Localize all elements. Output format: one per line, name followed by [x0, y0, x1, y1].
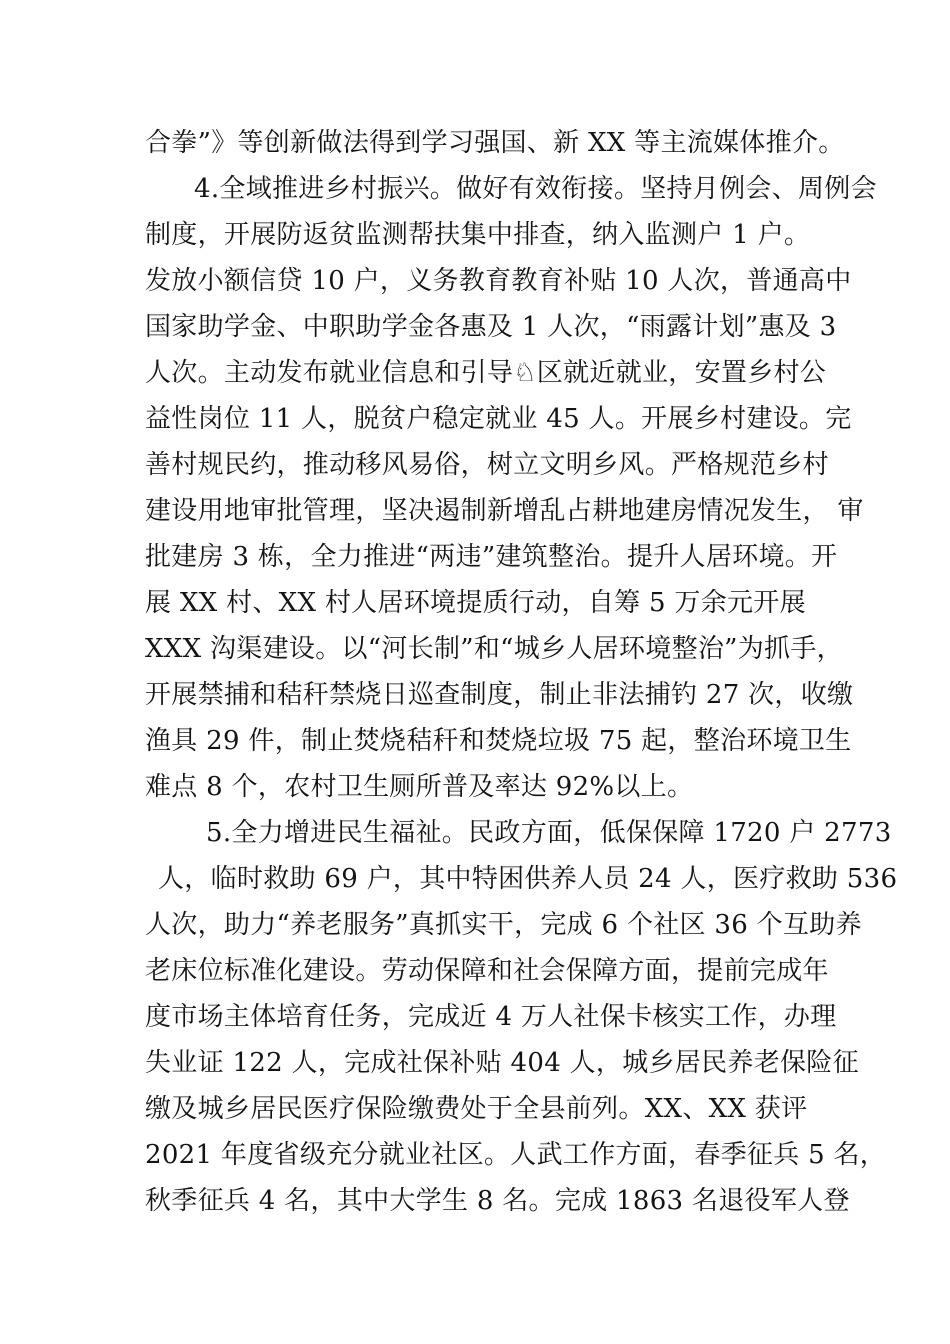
text-line: 善村规民约，推动移风易俗，树立文明乡风。严格规范乡村: [145, 450, 829, 480]
text-line: 人，临时救助 69 户，其中特困供养人员 24 人，医疗救助 536: [158, 864, 898, 894]
text-line: 人次。主动发布就业信息和引导♘区就近就业，安置乡村公: [145, 358, 827, 388]
paragraph-5-heading-line: 5.全力增进民生福祉。民政方面，低保保障 1720 户 2773: [206, 818, 892, 848]
text-line: 发放小额信贷 10 户，义务教育教育补贴 10 人次，普通高中: [145, 266, 852, 296]
text-line: 合拳”》等创新做法得到学习强国、新 XX 等主流媒体推介。: [145, 128, 845, 158]
text-line: 缴及城乡居民医疗保险缴费处于全县前列。XX、XX 获评: [145, 1094, 808, 1124]
text-line: 人次，助力“养老服务”真抓实干，完成 6 个社区 36 个互助养: [145, 910, 862, 940]
text-line: 度市场主体培育任务，完成近 4 万人社保卡核实工作，办理: [145, 1002, 837, 1032]
text-line: 难点 8 个，农村卫生厕所普及率达 92%以上。: [145, 772, 694, 802]
text-line: 批建房 3 栋，全力推进“两违”建筑整治。提升人居环境。开: [145, 542, 838, 572]
text-line: 国家助学金、中职助学金各惠及 1 人次，“雨露计划”惠及 3: [145, 312, 837, 342]
text-line: 秋季征兵 4 名，其中大学生 8 名。完成 1863 名退役军人登: [145, 1186, 850, 1216]
text-line: 老床位标准化建设。劳动保障和社会保障方面，提前完成年: [145, 956, 829, 986]
text-line: 建设用地审批管理，坚决遏制新增乱占耕地建房情况发生， 审: [145, 496, 864, 526]
text-line: 展 XX 村、XX 村人居环境提质行动，自筹 5 万余元开展: [145, 588, 806, 618]
text-line: 制度，开展防返贫监测帮扶集中排查，纳入监测户 1 户。: [145, 220, 811, 250]
text-line: 失业证 122 人，完成社保补贴 404 人，城乡居民养老保险征: [145, 1048, 859, 1078]
text-line: XXX 沟渠建设。以“河长制”和“城乡人居环境整治”为抓手，: [145, 634, 843, 664]
text-line: 益性岗位 11 人，脱贫户稳定就业 45 人。开展乡村建设。完: [145, 404, 852, 434]
text-line: 开展禁捕和秸秆禁烧日巡查制度，制止非法捕钓 27 次，收缴: [145, 680, 854, 710]
text-line: 2021 年度省级充分就业社区。人武工作方面，春季征兵 5 名，: [145, 1140, 887, 1170]
text-line: 渔具 29 件，制止焚烧秸秆和焚烧垃圾 75 起，整治环境卫生: [145, 726, 852, 756]
paragraph-4-heading-line: 4.全域推进乡村振兴。做好有效衔接。坚持月例会、周例会: [194, 174, 877, 204]
